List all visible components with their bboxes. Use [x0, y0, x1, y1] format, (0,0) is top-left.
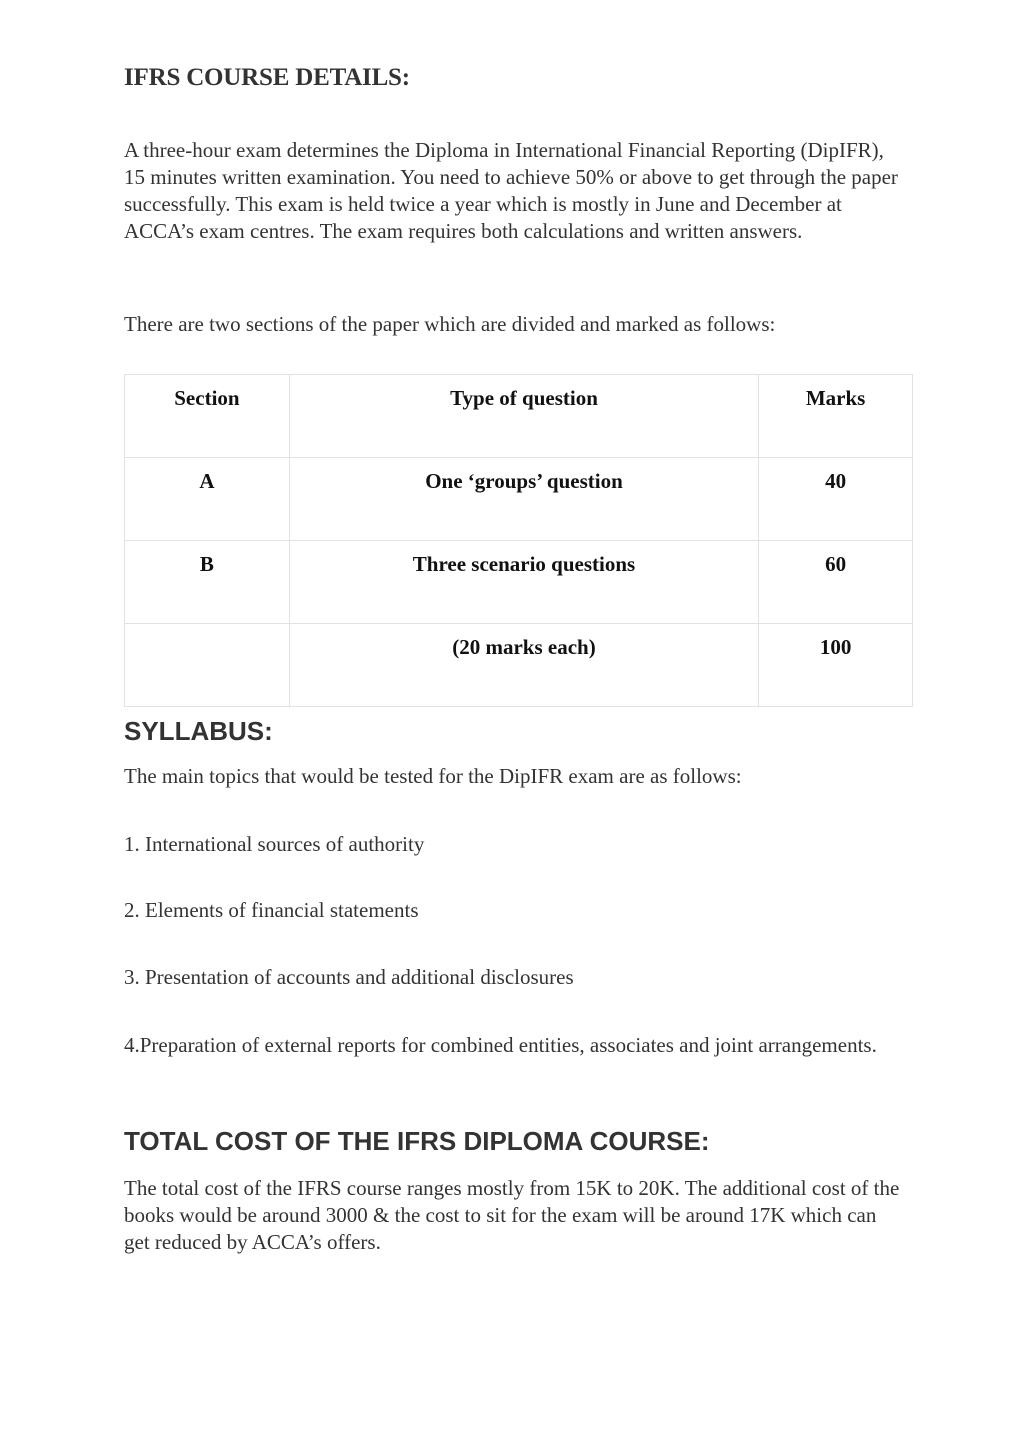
table-row [125, 541, 913, 624]
header-section: Section [125, 375, 290, 458]
syllabus-intro-paragraph: The main topics that would be tested for the DipIFR exam are as follows: [124, 764, 742, 788]
syllabus-heading: SYLLABUS: [124, 716, 273, 746]
table-header-row [125, 375, 913, 458]
cell-section [125, 624, 290, 707]
total-cost-paragraph: The total cost of the IFRS course ranges mostly from 15K to 20K. The additional cost of the books would be around 3000 & the cost to sit for the exam will be around 17K which can get reduced by ACCA’s offers. [124, 1176, 900, 1254]
cell-marks: 100 [759, 624, 913, 707]
cell-marks: 40 [759, 458, 913, 541]
sections-intro-paragraph: There are two sections of the paper which are divided and marked as follows: [124, 312, 776, 336]
syllabus-topic: 3. Presentation of accounts and additional disclosures [124, 965, 574, 989]
course-intro-paragraph: A three-hour exam determines the Diploma in International Financial Reporting (DipIFR), 15 minutes written examination. You need to achieve 50% or above to get through the paper successfully. This exam is held twice a year which is mostly in June and December at ACCA’s exam centres. The exam requires both calculations and written answers. [124, 138, 898, 243]
header-marks: Marks [759, 375, 913, 458]
cell-marks: 60 [759, 541, 913, 624]
cell-question-type: One ‘groups’ question [289, 458, 758, 541]
cell-question-type: Three scenario questions [289, 541, 758, 624]
syllabus-topic: 4.Preparation of external reports for combined entities, associates and joint arrangements. [124, 1033, 877, 1057]
header-question-type: Type of question [289, 375, 758, 458]
cell-question-type: (20 marks each) [289, 624, 758, 707]
table-row [125, 458, 913, 541]
course-details-heading: IFRS COURSE DETAILS: [124, 64, 410, 91]
cell-section: A [125, 458, 290, 541]
cell-section: B [125, 541, 290, 624]
table-row [125, 624, 913, 707]
marks-table [124, 374, 913, 707]
total-cost-heading: TOTAL COST OF THE IFRS DIPLOMA COURSE: [124, 1126, 710, 1156]
syllabus-topic: 1. International sources of authority [124, 832, 425, 856]
syllabus-topic: 2. Elements of financial statements [124, 898, 419, 922]
